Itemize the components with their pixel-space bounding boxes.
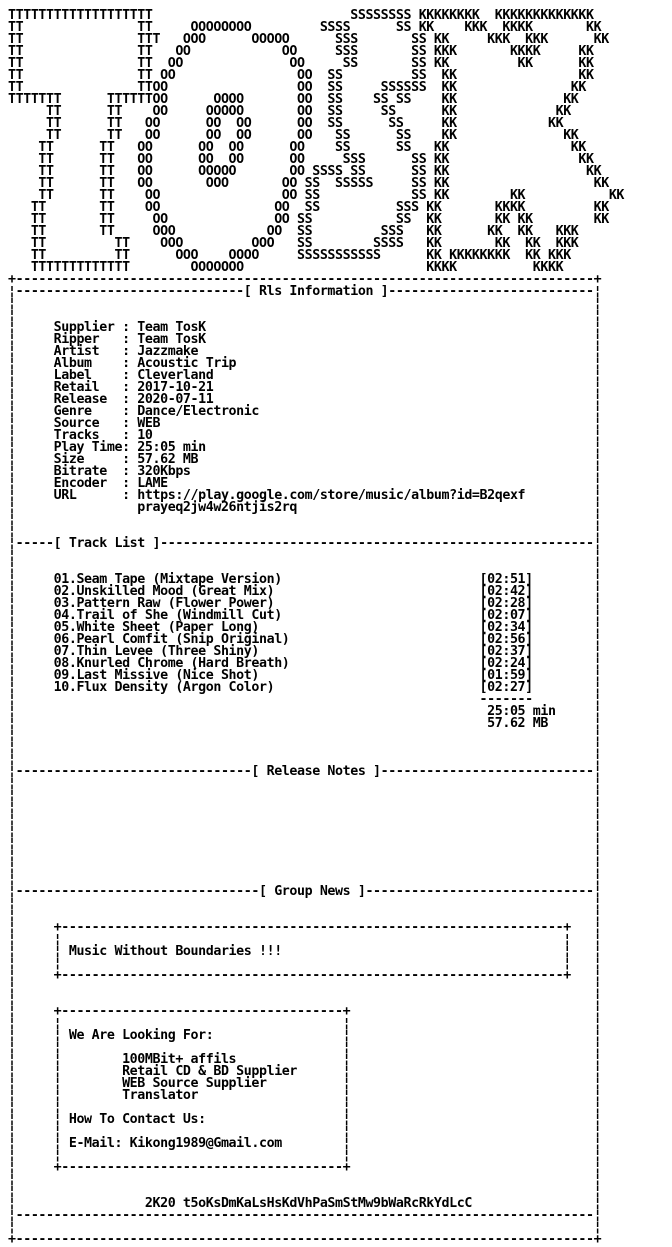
nfo-line: ¦-------------------------------[ Release Notes ]----------------------------¦ xyxy=(8,764,602,779)
nfo-line: ¦ ¦ xyxy=(8,992,602,1007)
nfo-line: ¦ +-------------------------------------+ ¦ xyxy=(8,1004,602,1019)
nfo-line: ¦ Label : Cleverland ¦ xyxy=(8,368,602,383)
nfo-line: ¦ 06.Pearl Comfit (Snip Original) [02:56] ¦ xyxy=(8,632,602,647)
nfo-line: TT TT OO OO SS SS KK KK xyxy=(8,68,594,83)
nfo-line: ¦ ¦ ¦ ¦ xyxy=(8,1040,602,1055)
nfo-line: ¦ ¦ xyxy=(8,1184,602,1199)
nfo-line: ¦ ¦ xyxy=(8,1172,602,1187)
nfo-line: ¦ ¦ xyxy=(8,308,602,323)
nfo-line: TT TT OO OOO OO SS SSSSS SS KK KK xyxy=(8,176,609,191)
nfo-line: ¦ Play Time: 25:05 min ¦ xyxy=(8,440,602,455)
nfo-line: TT TT OO OO SS SS KK KK KK xyxy=(8,56,594,71)
nfo-line: TT TT OOO OO SS SSS KK KK KK KKK xyxy=(8,224,579,239)
nfo-line: ¦ Source : WEB ¦ xyxy=(8,416,602,431)
nfo-line: ¦ ¦ xyxy=(8,560,602,575)
nfo-line: TT TTOO OO SS SSSSSS KK KK xyxy=(8,80,587,95)
nfo-line: +----------------------------------------------------------------------------+ xyxy=(8,1232,602,1247)
nfo-line: TT TT OOO OOO SS SSSS KK KK KK KKK xyxy=(8,236,579,251)
nfo-line: ¦----------------------------------------------------------------------------¦ xyxy=(8,1208,602,1223)
nfo-line: ¦ ¦ How To Contact Us: ¦ ¦ xyxy=(8,1112,602,1127)
nfo-line: ¦ ¦ ¦ ¦ xyxy=(8,1016,602,1031)
nfo-line: ¦ ¦ xyxy=(8,548,602,563)
nfo-line: ¦ Release : 2020-07-11 ¦ xyxy=(8,392,602,407)
nfo-line: ¦ ¦ xyxy=(8,824,602,839)
nfo-line: ¦ ------- ¦ xyxy=(8,692,602,707)
nfo-line: ¦ ¦ ¦ ¦ xyxy=(8,1148,602,1163)
nfo-line: ¦ ¦ Music Without Boundaries !!! ¦ ¦ xyxy=(8,944,602,959)
nfo-line: ¦ ¦ xyxy=(8,752,602,767)
nfo-line: ¦ ¦ ¦ ¦ xyxy=(8,956,602,971)
nfo-line: TT TT OO OO OO OO SS SS KK KK xyxy=(8,140,587,155)
nfo-line: ¦ ¦ ¦ ¦ xyxy=(8,932,602,947)
nfo-line: ¦ URL : https://play.google.com/store/music/album?id=B2qexf ¦ xyxy=(8,488,602,503)
nfo-line: ¦ Size : 57.62 MB ¦ xyxy=(8,452,602,467)
nfo-line: TTTTTTTTTTTTT OOOOOOO KKKK KKKK xyxy=(8,260,564,275)
nfo-line: ¦ ¦ xyxy=(8,812,602,827)
nfo-line: ¦ 04.Trail of She (Windmill Cut) [02:07] ¦ xyxy=(8,608,602,623)
nfo-line: ¦ prayeq2jw4w26ntjis2rq ¦ xyxy=(8,500,602,515)
nfo-line: ¦ ¦ xyxy=(8,728,602,743)
nfo-line: ¦------------------------------[ Rls Information ]---------------------------¦ xyxy=(8,284,602,299)
nfo-line: ¦ ¦ xyxy=(8,896,602,911)
nfo-line: ¦ 05.White Sheet (Paper Long) [02:34] ¦ xyxy=(8,620,602,635)
nfo-line: ¦ Ripper : Team TosK ¦ xyxy=(8,332,602,347)
nfo-line: ¦ 01.Seam Tape (Mixtape Version) [02:51] ¦ xyxy=(8,572,602,587)
nfo-line: ¦-----[ Track List ]---------------------------------------------------------¦ xyxy=(8,536,602,551)
nfo-line: TTTTTTT TTTTTTOO OOOO OO SS SS SS KK KK xyxy=(8,92,579,107)
nfo-line: ¦ ¦ xyxy=(8,836,602,851)
nfo-line: TT TT OO OOOOO OO SSSS SS SS KK KK xyxy=(8,164,602,179)
nfo-line: TT TT OO OO SS SSS KK KKKK KK xyxy=(8,200,609,215)
nfo-line: ¦ Bitrate : 320Kbps ¦ xyxy=(8,464,602,479)
nfo-line: ¦ 03.Pattern Raw (Flower Power) [02:28] ¦ xyxy=(8,596,602,611)
nfo-line: ¦ 09.Last Missive (Nice Shot) [01:59] ¦ xyxy=(8,668,602,683)
nfo-line: ¦ 25:05 min ¦ xyxy=(8,704,602,719)
nfo-line: ¦ ¦ xyxy=(8,800,602,815)
nfo-line: ¦ 10.Flux Density (Argon Color) [02:27] ¦ xyxy=(8,680,602,695)
nfo-line: TT TT OO OO OO OO SSS SS KK KK xyxy=(8,152,594,167)
nfo-line: ¦ Tracks : 10 ¦ xyxy=(8,428,602,443)
nfo-line: ¦ ¦ xyxy=(8,776,602,791)
nfo-line: TT TT OOOOOOOO SSSS SS KK KKK KKKK KK xyxy=(8,20,602,35)
nfo-line: ¦ 07.Thin Levee (Three Shiny) [02:37] ¦ xyxy=(8,644,602,659)
nfo-line: ¦ ¦ xyxy=(8,872,602,887)
nfo-line: ¦ ¦ WEB Source Supplier ¦ ¦ xyxy=(8,1076,602,1091)
nfo-line: ¦ +-------------------------------------+ ¦ xyxy=(8,1160,602,1175)
nfo-line: TT TTT OOO OOOOO SSS SS KK KKK KKK KK xyxy=(8,32,609,47)
nfo-line: ¦ Artist : Jazzmake ¦ xyxy=(8,344,602,359)
nfo-line: ¦--------------------------------[ Group News ]------------------------------¦ xyxy=(8,884,602,899)
nfo-line: ¦ ¦ ¦ ¦ xyxy=(8,1100,602,1115)
nfo-line: ¦ Album : Acoustic Trip ¦ xyxy=(8,356,602,371)
nfo-line: ¦ ¦ xyxy=(8,512,602,527)
nfo-line: TT TT OO OO SS SS KK KK KK KK xyxy=(8,212,609,227)
nfo-line: ¦ Genre : Dance/Electronic ¦ xyxy=(8,404,602,419)
nfo-line: ¦ ¦ xyxy=(8,788,602,803)
nfo-line: ¦ Retail : 2017-10-21 ¦ xyxy=(8,380,602,395)
nfo-line: ¦ Encoder : LAME ¦ xyxy=(8,476,602,491)
nfo-line: ¦ 2K20 t5oKsDmKaLsHsKdVhPaSmStMw9bWaRcRkYdLcC ¦ xyxy=(8,1196,602,1211)
nfo-line: ¦ ¦ We Are Looking For: ¦ ¦ xyxy=(8,1028,602,1043)
nfo-line: ¦ ¦ xyxy=(8,848,602,863)
nfo-line: ¦ Supplier : Team TosK ¦ xyxy=(8,320,602,335)
nfo-line: +----------------------------------------------------------------------------+ xyxy=(8,272,602,287)
nfo-line: ¦ ¦ 100MBit+ affils ¦ ¦ xyxy=(8,1052,602,1067)
nfo-line: ¦ +------------------------------------------------------------------+ ¦ xyxy=(8,968,602,983)
nfo-line: ¦ ¦ xyxy=(8,524,602,539)
nfo-line: ¦ ¦ xyxy=(8,980,602,995)
nfo-line: ¦ ¦ ¦ ¦ xyxy=(8,1124,602,1139)
nfo-line: TTTTTTTTTTTTTTTTTTT SSSSSSSS KKKKKKKK KKKKKKKKKKKKK xyxy=(8,8,594,23)
nfo-line: ¦ ¦ Translator ¦ ¦ xyxy=(8,1088,602,1103)
nfo-line: ¦ ¦ E-Mail: Kikong1989@Gmail.com ¦ ¦ xyxy=(8,1136,602,1151)
nfo-line: ¦ ¦ Retail CD & BD Supplier ¦ ¦ xyxy=(8,1064,602,1079)
nfo-line: TT TT OO OO SSS SS KKK KKKK KK xyxy=(8,44,594,59)
nfo-line: ¦ 08.Knurled Chrome (Hard Breath) [02:24] ¦ xyxy=(8,656,602,671)
nfo-line: ¦ ¦ xyxy=(8,908,602,923)
nfo-line: TT TT OOO OOOO SSSSSSSSSSS KK KKKKKKKK KK KKK xyxy=(8,248,571,263)
nfo-text-document xyxy=(8,10,624,1246)
nfo-line: TT TT OO OO SS SS KK KK KK xyxy=(8,188,625,203)
nfo-line: TT TT OO OO OO OO SS SS KK KK xyxy=(8,116,564,131)
nfo-line: TT TT OO OOOOO OO SS SS KK KK xyxy=(8,104,571,119)
nfo-line: ¦ ¦ xyxy=(8,296,602,311)
nfo-line: ¦ ¦ xyxy=(8,740,602,755)
nfo-line: ¦ ¦ xyxy=(8,860,602,875)
nfo-line: ¦ ¦ xyxy=(8,1220,602,1235)
nfo-line: TT TT OO OO OO OO SS SS KK KK xyxy=(8,128,579,143)
nfo-line: ¦ 02.Unskilled Mood (Great Mix) [02:42] ¦ xyxy=(8,584,602,599)
nfo-line: ¦ 57.62 MB ¦ xyxy=(8,716,602,731)
nfo-line: ¦ +------------------------------------------------------------------+ ¦ xyxy=(8,920,602,935)
